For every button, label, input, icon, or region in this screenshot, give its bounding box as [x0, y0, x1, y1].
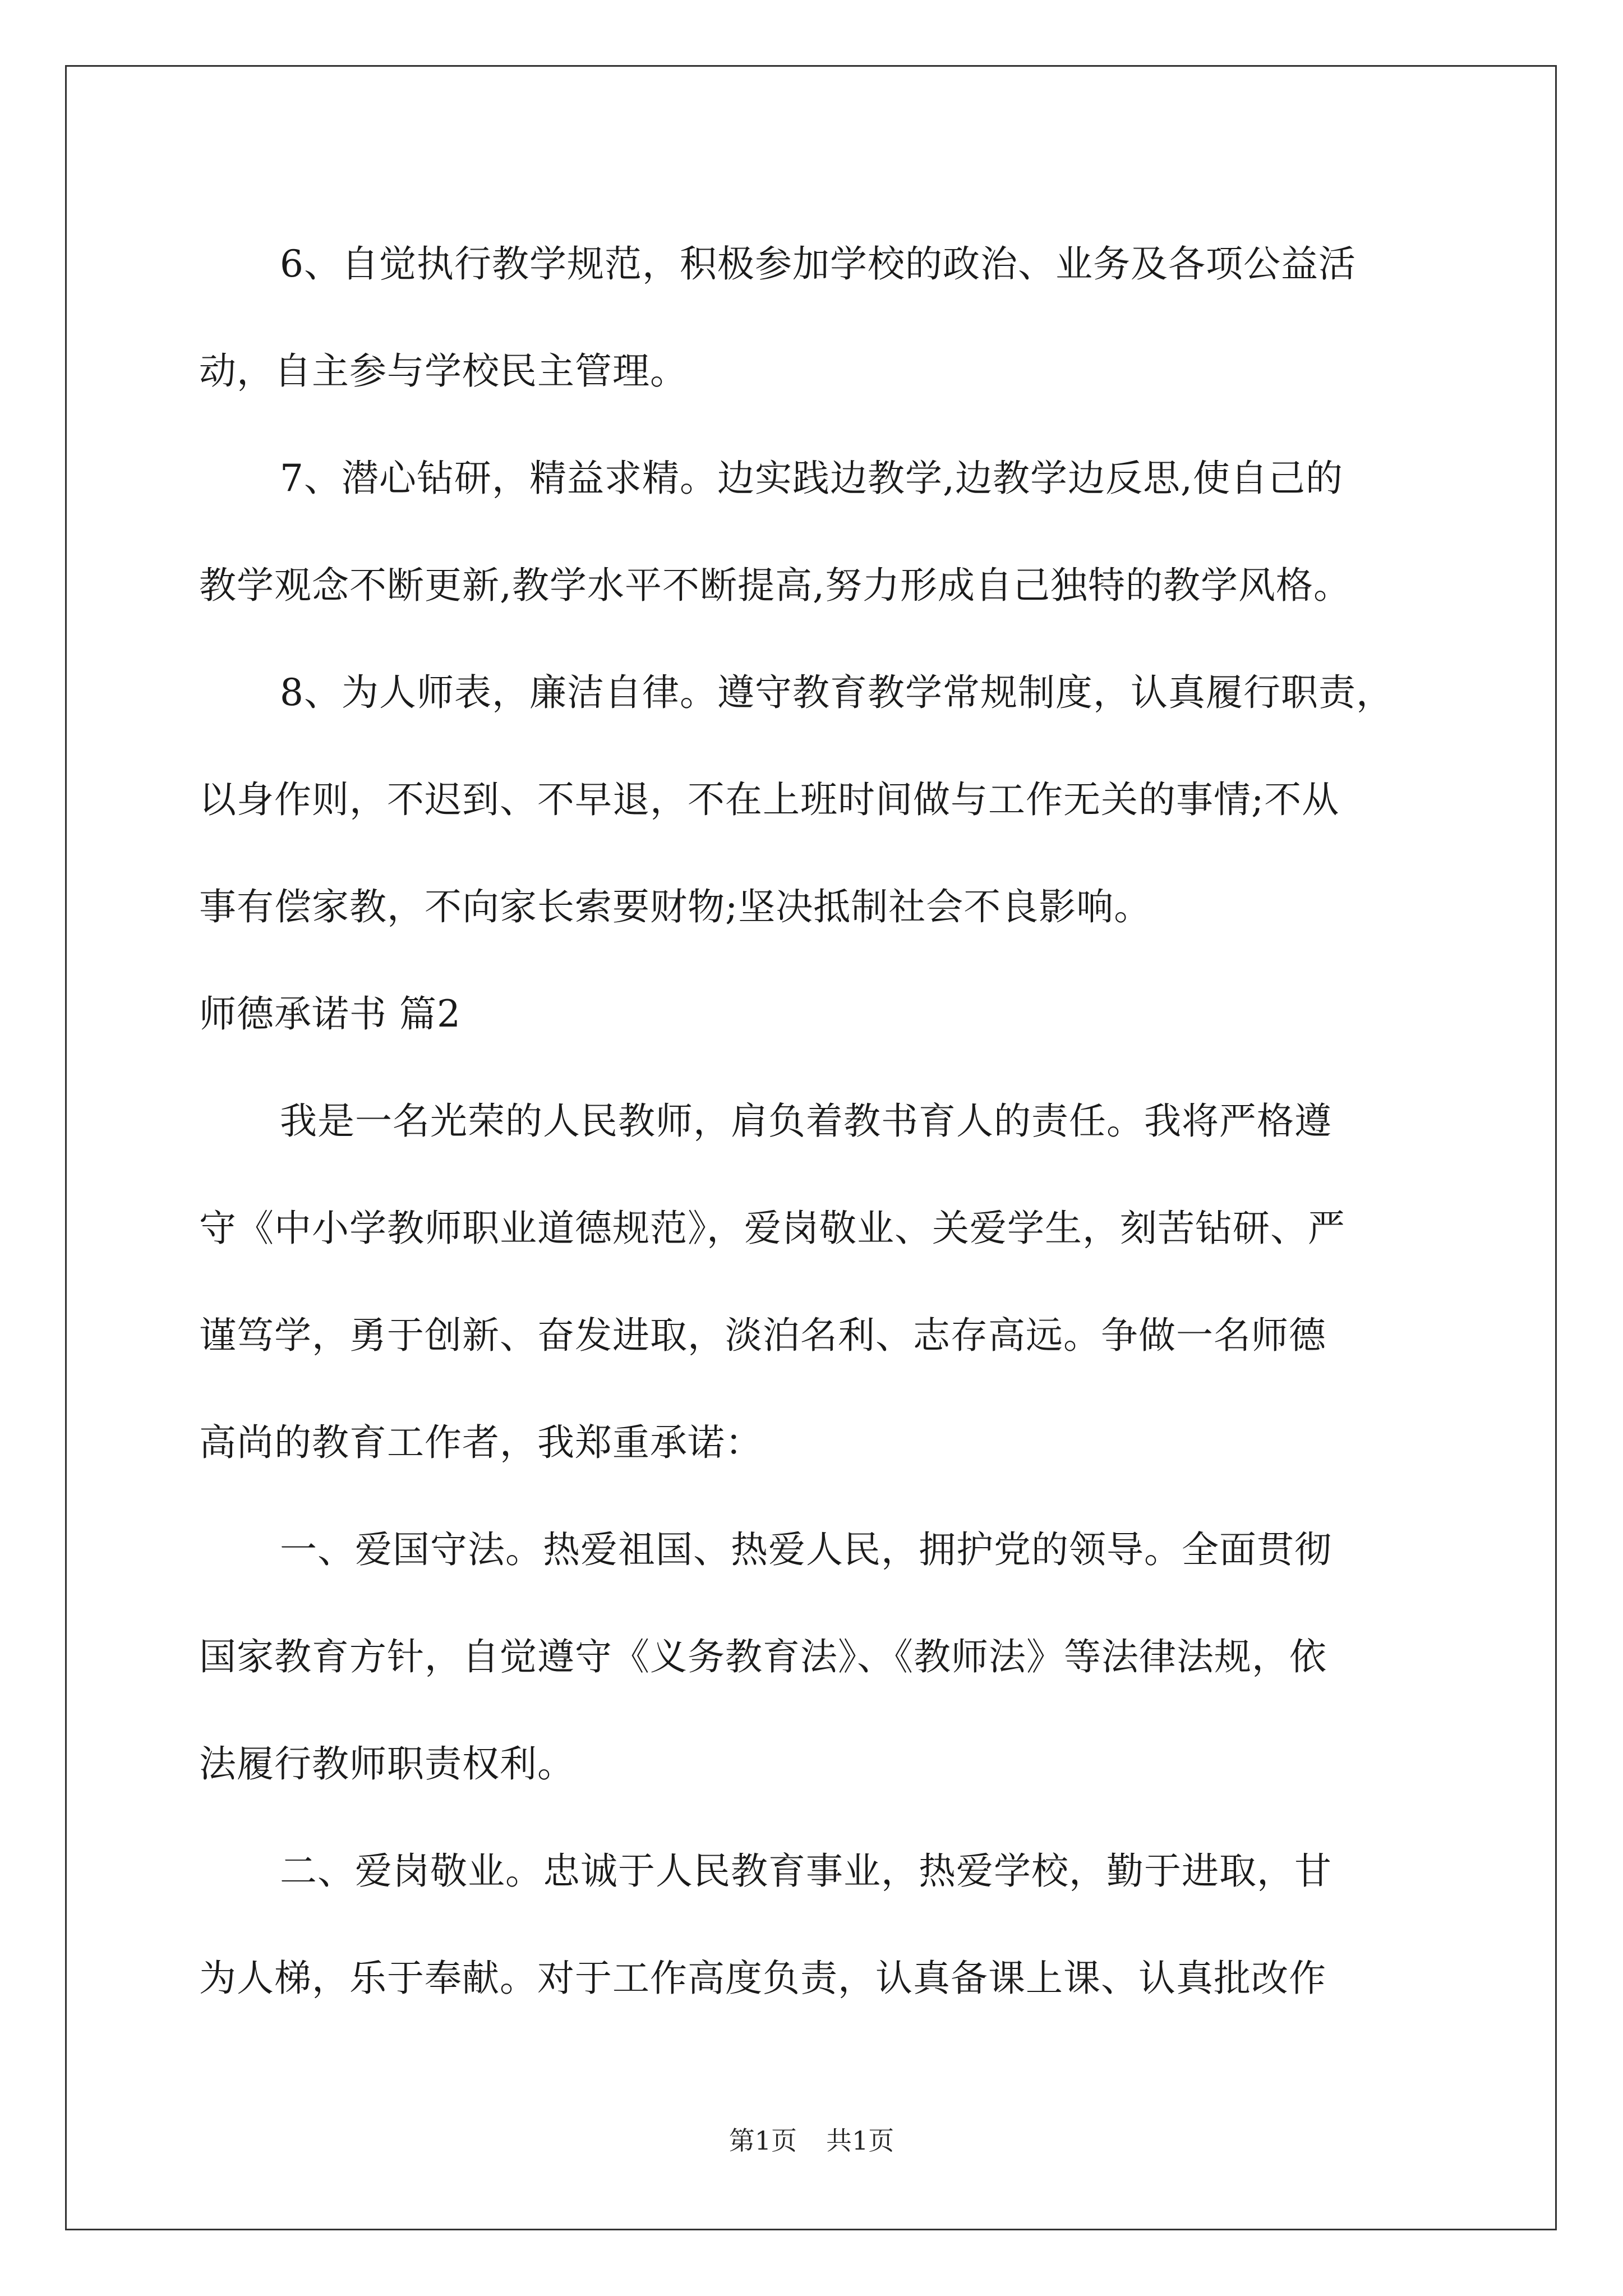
- text-line: 以身作则，不迟到、不早退，不在上班时间做与工作无关的事情;不从: [199, 778, 1340, 821]
- section-heading: 师德承诺书 篇2: [199, 992, 461, 1036]
- text-line: 一、爱国守法。热爱祖国、热爱人民，拥护党的领导。全面贯彻: [280, 1528, 1332, 1571]
- text-line: 事有偿家教，不向家长索要财物;坚决抵制社会不良影响。: [199, 885, 1152, 928]
- text-line: 6、自觉执行教学规范，积极参加学校的政治、业务及各项公益活: [280, 242, 1356, 286]
- text-line: 国家教育方针，自觉遵守《义务教育法》、《教师法》等法律法规，依: [199, 1635, 1327, 1678]
- text-line: 法履行教师职责权利。: [199, 1742, 575, 1786]
- page-footer: [0, 2120, 1623, 2157]
- text-line: 守《中小学教师职业道德规范》，爱岗敬业、关爱学生，刻苦钻研、严: [199, 1207, 1345, 1250]
- text-line: 二、爱岗敬业。忠诚于人民教育事业，热爱学校，勤于进取，甘: [280, 1849, 1332, 1893]
- text-line: 教学观念不断更新,教学水平不断提高,努力形成自己独特的教学风格。: [199, 564, 1351, 607]
- text-line: 谨笃学，勇于创新、奋发进取，淡泊名利、志存高远。争做一名师德: [199, 1314, 1326, 1357]
- document-body: [199, 210, 1419, 2032]
- text-line: 7、潜心钻研，精益求精。边实践边教学,边教学边反思,使自己的: [280, 457, 1343, 500]
- page-total: 共1页: [826, 2125, 895, 2156]
- text-line: 高尚的教育工作者，我郑重承诺：: [199, 1421, 763, 1464]
- text-line: 动，自主参与学校民主管理。: [199, 349, 688, 393]
- text-line: 我是一名光荣的人民教师，肩负着教书育人的责任。我将严格遵: [280, 1099, 1332, 1143]
- text-line: 8、为人师表，廉洁自律。遵守教育教学常规制度，认真履行职责，: [280, 671, 1394, 714]
- page-number: 第1页: [728, 2125, 797, 2156]
- text-line: 为人梯，乐于奉献。对于工作高度负责，认真备课上课、认真批改作: [199, 1957, 1326, 2000]
